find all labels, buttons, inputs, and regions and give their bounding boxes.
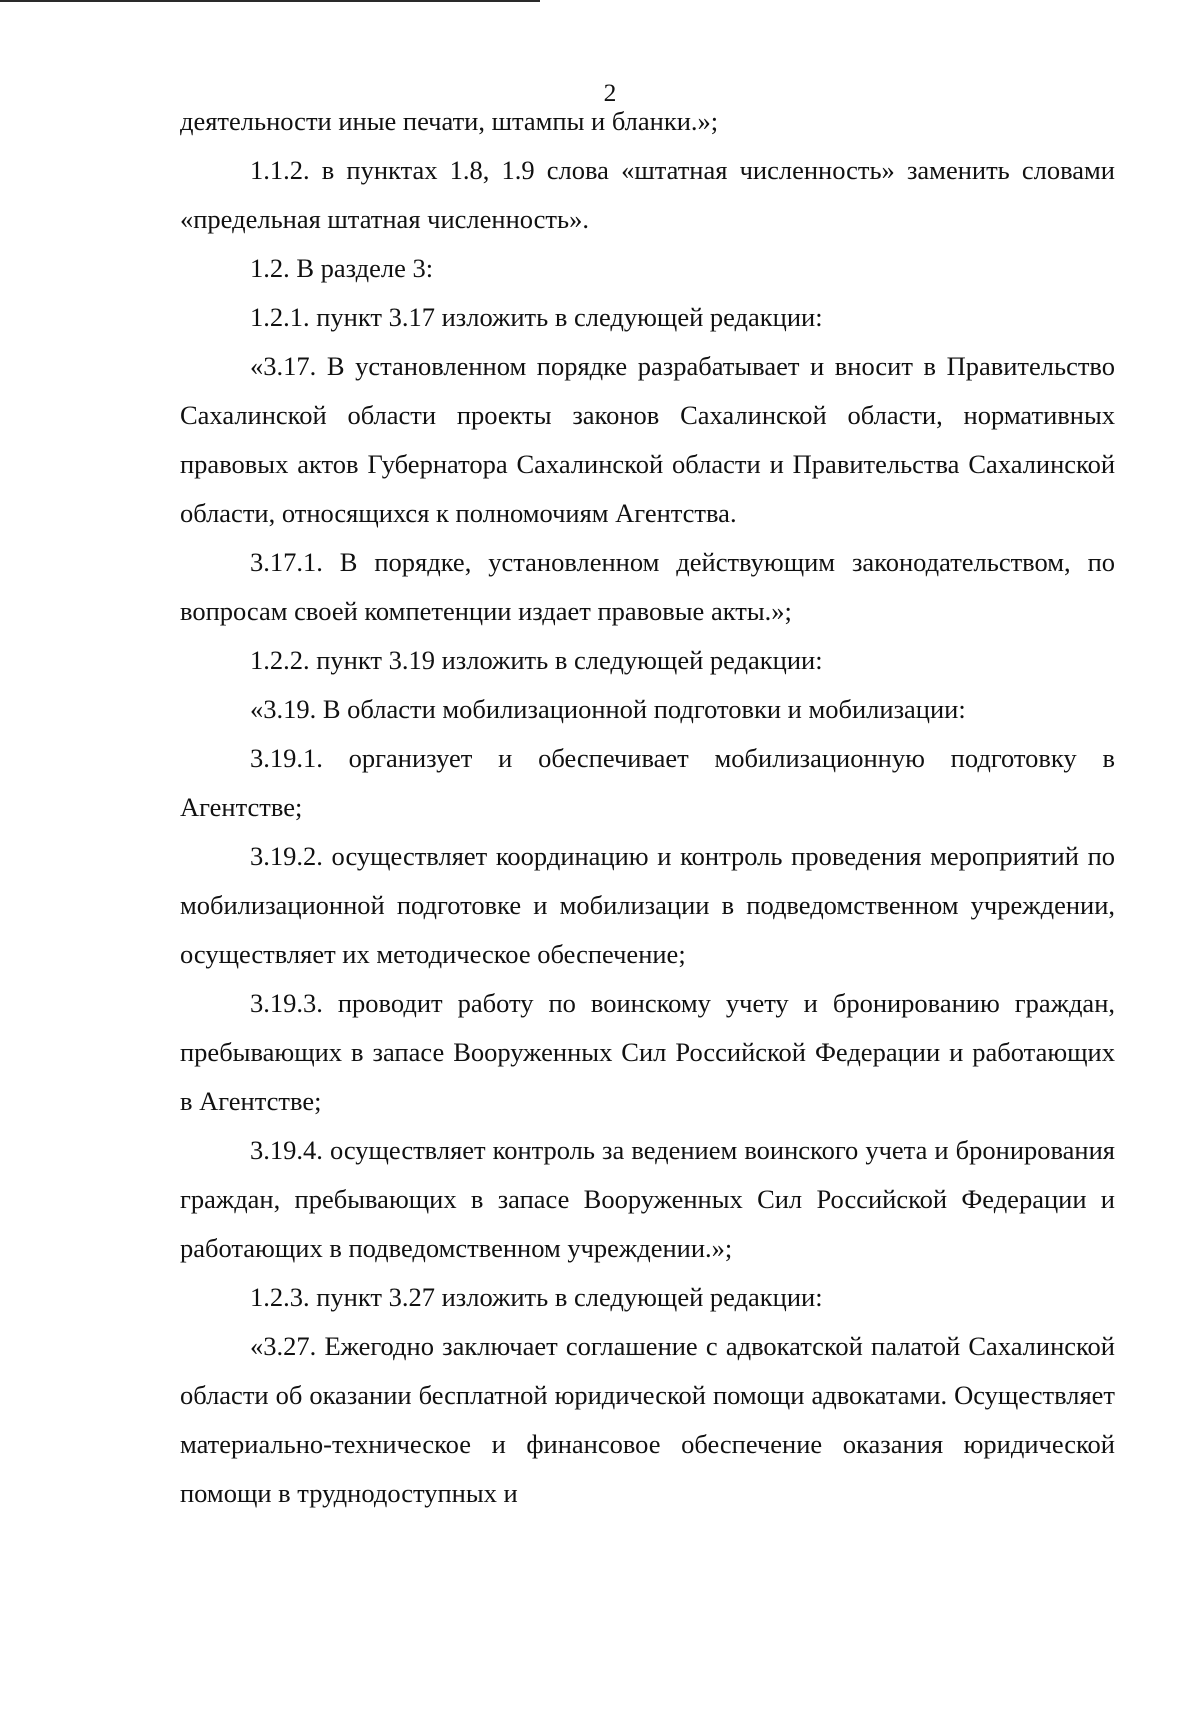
paragraph: 1.2.1. пункт 3.17 изложить в следующей редакции: bbox=[250, 302, 823, 332]
paragraph: 3.19.1. организует и обеспечивает мобилизационную подготовку в Агентстве; bbox=[180, 743, 1115, 822]
paragraph: 1.2.3. пункт 3.27 изложить в следующей редакции: bbox=[250, 1282, 823, 1312]
paragraph: 3.19.2. осуществляет координацию и контроль проведения мероприятий по мобилизационной подготовке и мобилизации в подведомственном учреждении, осуществляет их методическое обеспечение; bbox=[180, 841, 1115, 969]
paragraph: 1.2. В разделе 3: bbox=[250, 253, 434, 283]
paragraph: «3.19. В области мобилизационной подготовки и мобилизации: bbox=[250, 694, 966, 724]
document-body bbox=[180, 97, 1115, 1518]
paragraph: 3.19.3. проводит работу по воинскому учету и бронированию граждан, пребывающих в запасе Вооруженных Сил Российской Федерации и работающих в Агентстве; bbox=[180, 988, 1115, 1116]
paragraph: 3.17.1. В порядке, установленном действующим законодательством, по вопросам своей компетенции издает правовые акты.»; bbox=[180, 547, 1115, 626]
scan-edge-line bbox=[0, 0, 540, 2]
paragraph: 3.19.4. осуществляет контроль за ведением воинского учета и бронирования граждан, пребывающих в запасе Вооруженных Сил Российской Федерации и работающих в подведомственном учреждении.»; bbox=[180, 1135, 1115, 1263]
paragraph: 1.1.2. в пунктах 1.8, 1.9 слова «штатная численность» заменить словами «предельная штатная численность». bbox=[180, 155, 1115, 234]
paragraph: «3.17. В установленном порядке разрабатывает и вносит в Правительство Сахалинской области проекты законов Сахалинской области, нормативных правовых актов Губернатора Сахалинской области и Правительства Сахалинской области, относящихся к полномочиям Агентства. bbox=[180, 351, 1115, 528]
paragraph: «3.27. Ежегодно заключает соглашение с адвокатской палатой Сахалинской области об оказании бесплатной юридической помощи адвокатами. Осуществляет материально-техническое и финансовое обеспечение оказания юридической помощи в труднодоступных и bbox=[180, 1331, 1115, 1508]
page-number: 2 bbox=[603, 78, 617, 107]
paragraph: 1.2.2. пункт 3.19 изложить в следующей редакции: bbox=[250, 645, 823, 675]
paragraph: деятельности иные печати, штампы и бланки.»; bbox=[180, 106, 719, 136]
